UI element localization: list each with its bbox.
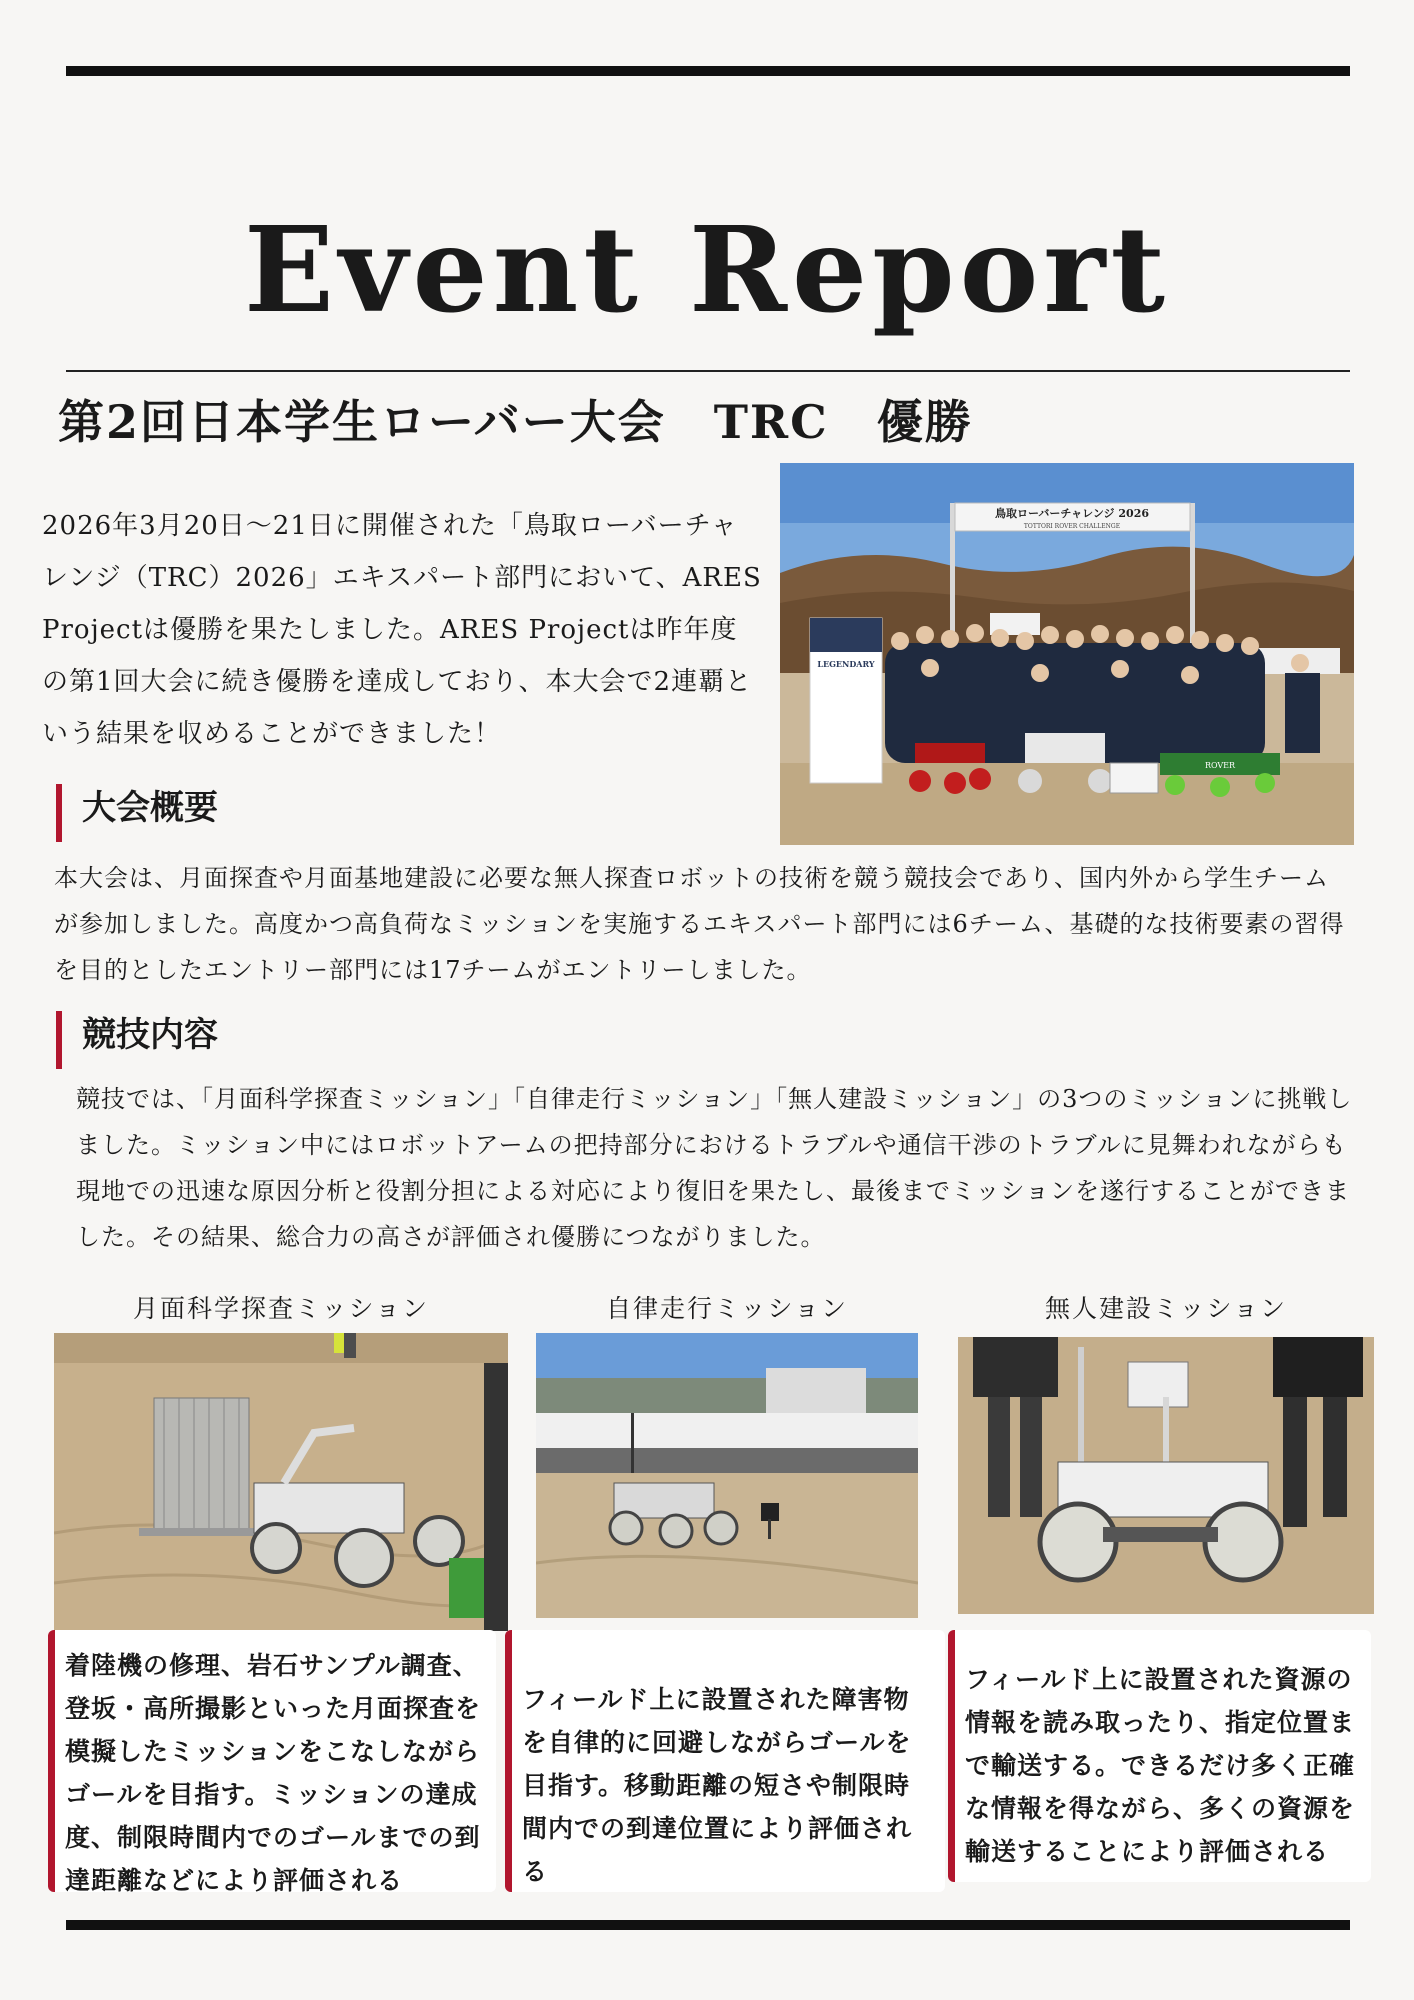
science-mission-photo [54, 1333, 508, 1631]
banner-text: LEGENDARY [817, 659, 875, 669]
intro-paragraph: 2026年3月20日〜21日に開催された「鳥取ローバーチャレンジ（TRC）2026」エキスパート部門において、ARES Projectは優勝を果たしました。ARES Projectは昨年度の第1回大会に続き優勝を達成しており、本大会で2連覇という結果を収めることができました！ [42, 511, 762, 749]
construction-mission-card [948, 1630, 1371, 1882]
team-photo [780, 463, 1354, 845]
autonomous-mission-photo [536, 1333, 918, 1618]
competition-heading: 競技内容 [56, 1011, 218, 1069]
competition-text: 競技では、「月面科学探査ミッション」「自律走行ミッション」「無人建設ミッション」の3つのミッションに挑戦しました。ミッション中にはロボットアームの把持部分におけるトラブルや通信干渉のトラブルに見舞われながらも現地での迅速な原因分析と役割分担による対応により復旧を果たし、最後までミッションを遂行することができました。その結果、総合力の高さが評価され優勝につながりました。 [76, 1085, 1353, 1251]
autonomous-mission-card [505, 1630, 945, 1892]
science-mission-description: 着陸機の修理、岩石サンプル調査、登坂・高所撮影といった月面探査を模擬したミッションをこなしながらゴールを目指す。ミッションの達成度、制限時間内でのゴールまでの到達距離などにより評価される [65, 1651, 482, 1895]
overview-heading: 大会概要 [56, 784, 218, 842]
overview-text: 本大会は、月面探査や月面基地建設に必要な無人探査ロボットの技術を競う競技会であり、国内外から学生チームが参加しました。高度かつ高負荷なミッションを実施するエキスパート部門には6チーム、基礎的な技術要素の習得を目的としたエントリー部門には17チームがエントリーしました。 [54, 864, 1345, 984]
construction-mission-description: フィールド上に設置された資源の情報を読み取ったり、指定位置まで輸送する。できるだけ多く正確な情報を得ながら、多くの資源を輸送することにより評価される [965, 1665, 1356, 1866]
top-rule [66, 66, 1350, 76]
construction-mission-photo [958, 1337, 1374, 1614]
sign-text: ROVER [1204, 761, 1236, 770]
autonomous-mission-description: フィールド上に設置された障害物を自律的に回避しながらゴールを目指す。移動距離の短さや制限時間内での到達位置により評価される [522, 1685, 913, 1886]
title-divider [66, 370, 1350, 372]
mission-label-construction: 無人建設ミッション [1044, 1294, 1287, 1323]
page-subtitle: 第2回日本学生ローバー大会 TRC 優勝 [58, 395, 973, 449]
mission-label-science: 月面科学探査ミッション [132, 1294, 429, 1323]
page-title: Event Report [244, 200, 1170, 339]
arch-subtext: TOTTORI ROVER CHALLENGE [1023, 523, 1121, 530]
science-mission-card [48, 1630, 496, 1895]
bottom-rule [66, 1920, 1350, 1930]
arch-text: 鳥取ローバーチャレンジ 2026 [994, 507, 1150, 520]
mission-label-autonomous: 自律走行ミッション [605, 1294, 848, 1323]
